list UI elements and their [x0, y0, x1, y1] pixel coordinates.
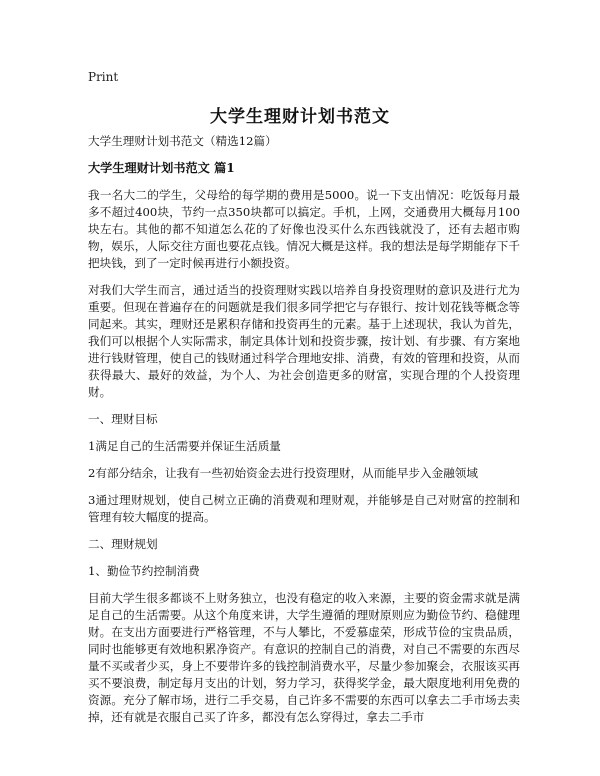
heading-goals: 一、理财目标	[88, 412, 158, 426]
document-body	[88, 133, 520, 736]
paragraph-2: 对我们大学生而言，通过适当的投资理财实践以培养自身投资理财的意识及进行尤为重要。但现在普遍存在的问题就是我们很多同学把它与存银行、按计划花钱等概念等同起来。其实，理财还是累积存储和投资再生的元素。基于上述现状，我认为首先，我们可以根据个人实际需求，制定具体计划和投资步骤，按计划、有步骤、有方案地进行钱财管理，使自己的钱财通过科学合理地安排、消费，有效的管理和投资，从而获得最大、最好的效益，为个人、为社会创造更多的财富，实现合理的个人投资理财。	[88, 283, 520, 399]
goal-item-1: 1满足自己的生活需要并保证生活质量	[88, 439, 281, 453]
paragraph-3: 目前大学生很多都谈不上财务独立，也没有稳定的收入来源，主要的资金需求就是满足自己的生活需要。从这个角度来讲，大学生遵循的理财原则应为勤俭节约、稳健理财。在支出方面要进行严格管理，不与人攀比，不爱慕虚荣，形成节俭的宝贵品质，同时也能够更有效地积累净资产。有意识的控制自己的消费，对自己不需要的东西尽量不买或者少买，身上不要带许多的钱控制消费水平，尽量少参加聚会，衣服该买再买不要浪费，制定每月支出的计划，努力学习，获得奖学金，最大限度地利用免费的资源。充分了解市场，进行二手交易，自己许多不需要的东西可以拿去二手市场去卖掉，还有就是衣服自己买了许多，都没有怎么穿得过，拿去二手市	[88, 591, 520, 724]
paragraph-1: 我一名大二的学生，父母给的每学期的费用是5000。说一下支出情况：吃饭每月最多不超过400块，节约一点350块都可以搞定。手机，上网，交通费用大概每月100块左右。其他的都不知道怎么花的了好像也没买什么东西钱就没了，还有去超市购物，娱乐，人际交往方面也要花点钱。情况大概是这样。我的想法是每学期能存下千把块钱，到了一定时候再进行小额投资。	[88, 188, 520, 270]
document-title: 大学生理财计划书范文	[210, 107, 390, 127]
heading-plan: 二、理财规划	[88, 537, 158, 551]
print-label: Print	[88, 70, 119, 84]
goal-item-2: 2有部分结余，让我有一些初始资金去进行投资理财，从而能早步入金融领域	[88, 466, 478, 480]
heading-frugal: 1、勤俭节约控制消费	[88, 564, 200, 578]
section-title: 大学生理财计划书范文 篇1	[88, 161, 235, 175]
goal-item-3: 3通过理财规划，使自己树立正确的消费观和理财观，并能够是自己对财富的控制和管理有较大幅度的提高。	[88, 493, 520, 524]
document-subtitle: 大学生理财计划书范文（精选12篇）	[88, 134, 277, 148]
